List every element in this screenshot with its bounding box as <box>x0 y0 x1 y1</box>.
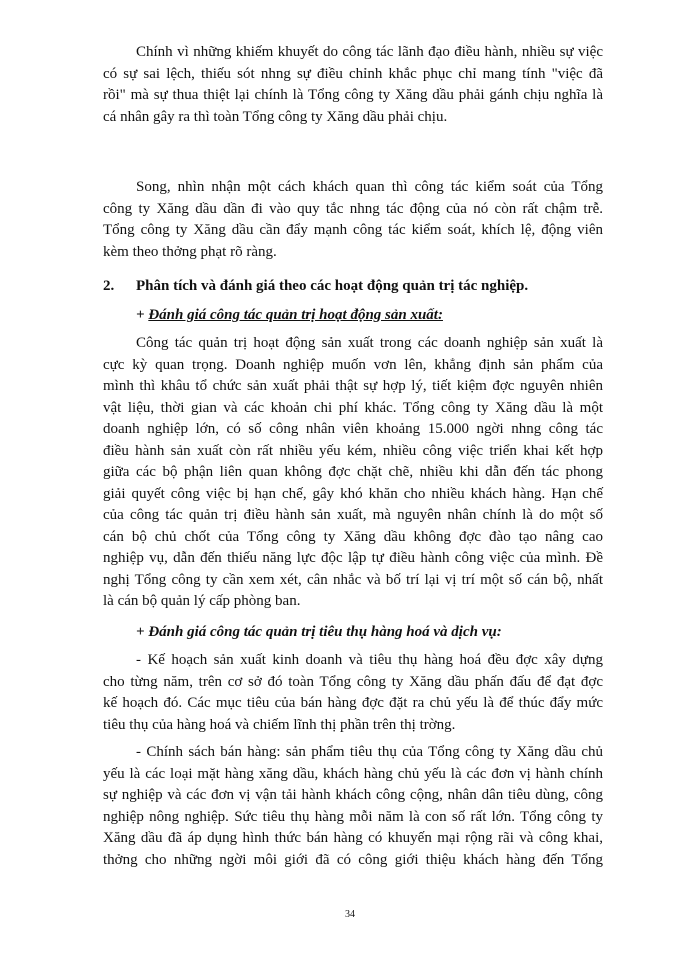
text-line: cực kỳ quan trọng. Doanh nghiệp muốn vơn lên, khẳng định sản phẩm của <box>103 356 603 373</box>
paragraph-sales-policy <box>103 742 603 871</box>
text-line: giải quyết công việc bị hạn chế, gây khó khăn cho nhiều khách hàng. Hạn chế <box>103 485 603 502</box>
subheading-production <box>136 304 616 326</box>
section-heading <box>103 275 623 297</box>
text-line: nghiệp nông nghiệp. Sức tiêu thụ hàng mỗi năm là con số rất lớn. Tổng công ty <box>103 808 603 825</box>
paragraph-leadership <box>103 42 603 128</box>
subheading-sales <box>136 621 616 643</box>
subheading-text: Đánh giá công tác quản trị hoạt động sản xuất: <box>148 307 443 323</box>
text-line: là cán bộ quản lý cấp phòng ban. <box>103 593 301 609</box>
text-line: Xăng dầu đã áp dụng hình thức bán hàng có khuyến mại rộng rãi và công khai, <box>103 830 603 846</box>
text-line: - Chính sách bán hàng: sản phẩm tiêu thụ của Tổng công ty Xăng dầu chủ <box>136 744 603 760</box>
text-line: thởng cho những ngời môi giới đã có công giới thiệu khách hàng đến Tổng <box>103 851 603 868</box>
text-line: doanh nghiệp lớn, có số công nhân viên khoảng 15.000 ngời nhng công tác <box>103 421 603 437</box>
text-line: công ty Xăng dầu dần đi vào quy tắc nhng tác động của nó còn rất chậm trễ. <box>103 200 603 217</box>
text-line: Chính vì những khiếm khuyết do công tác lãnh đạo điều hành, nhiều sự việc <box>136 44 603 60</box>
text-line: cá nhân gây ra thì toàn Tổng công ty Xăng dầu phải chịu. <box>103 108 448 125</box>
text-line: nghiệp vụ, dẫn đến thiếu năng lực độc lập tự điều hành công việc của mình. Đề <box>103 550 603 566</box>
paragraph-control <box>103 177 603 263</box>
text-line: mình thì khâu tổ chức sản xuất phải thật sự hợp lý, tiết kiệm đợc nguyên nhiên <box>103 378 603 394</box>
text-line: Song, nhìn nhận một cách khách quan thì công tác kiểm soát của Tổng <box>136 179 603 195</box>
text-line: giữa các bộ phận liên quan không đợc chặt chẽ, nhiều khi dẫn đến tác phong <box>103 464 603 480</box>
subheading-marker: + <box>136 624 149 640</box>
subheading-text: Đánh giá công tác quản trị tiêu thụ hàng hoá và dịch vụ: <box>148 624 502 640</box>
text-line: tiêu thụ của hàng hoá và chiếm lĩnh thị phần trên thị trờng. <box>103 716 456 733</box>
text-line: yếu là các loại mặt hàng xăng dầu, khách hàng chủ yếu là các đơn vị hành chính <box>103 765 603 782</box>
subheading-marker: + <box>136 307 149 323</box>
text-line: Tổng công ty Xăng dầu cần đẩy mạnh công tác kiểm soát, khích lệ, động viên <box>103 222 603 238</box>
text-line: nghị Tổng công ty cần xem xét, cân nhắc và bố trí lại vị trí một số cán bộ, nhất <box>103 571 603 588</box>
paragraph-sales-plan <box>103 650 603 736</box>
text-line: cho từng năm, trên cơ sở đó toàn Tổng công ty Xăng dầu phấn đấu để đạt đợc <box>103 673 603 690</box>
text-line: vật liệu, thời gian và các khoản chi phí khác. Tổng công ty Xăng dầu là một <box>103 399 603 416</box>
text-line: sự nghiệp và các đơn vị vận tải hành khách công cộng, nhân dân tiêu dùng, công <box>103 787 603 803</box>
text-line: rồi" mà sự thua thiệt lại chính là Tổng công ty Xăng dầu phải gánh chịu nghĩa là <box>103 87 603 103</box>
section-title: Phân tích và đánh giá theo các hoạt động quản trị tác nghiệp. <box>136 278 529 294</box>
text-line: kế hoạch đó. Các mục tiêu của bán hàng đợc đặt ra chủ yếu là để thúc đẩy mức <box>103 695 603 711</box>
text-line: cán bộ chủ chốt của Tổng công ty Xăng dầu không đợc đào tạo nâng cao <box>103 528 603 545</box>
section-number: 2. <box>103 278 115 294</box>
text-line: kèm theo thởng phạt rõ ràng. <box>103 243 277 260</box>
paragraph-production <box>103 333 603 613</box>
text-line: - Kế hoạch sản xuất kinh doanh và tiêu thụ hàng hoá đều đợc xây dựng <box>136 652 603 668</box>
text-line: của công tác quản trị điều hành sản xuất, mà nguyên nhân chính là do một số <box>103 507 603 523</box>
page-number: 34 <box>345 909 355 920</box>
text-line: có sự sai lệch, thiếu sót nhng sự điều chỉnh khắc phục chỉ mang tính "việc đã <box>103 65 603 82</box>
text-line: điều hành sản xuất còn rất nhiều yếu kém, nhiều công việc triển khai kết hợp <box>103 442 603 459</box>
text-line: Công tác quản trị hoạt động sản xuất trong các doanh nghiệp sản xuất là <box>136 335 603 351</box>
